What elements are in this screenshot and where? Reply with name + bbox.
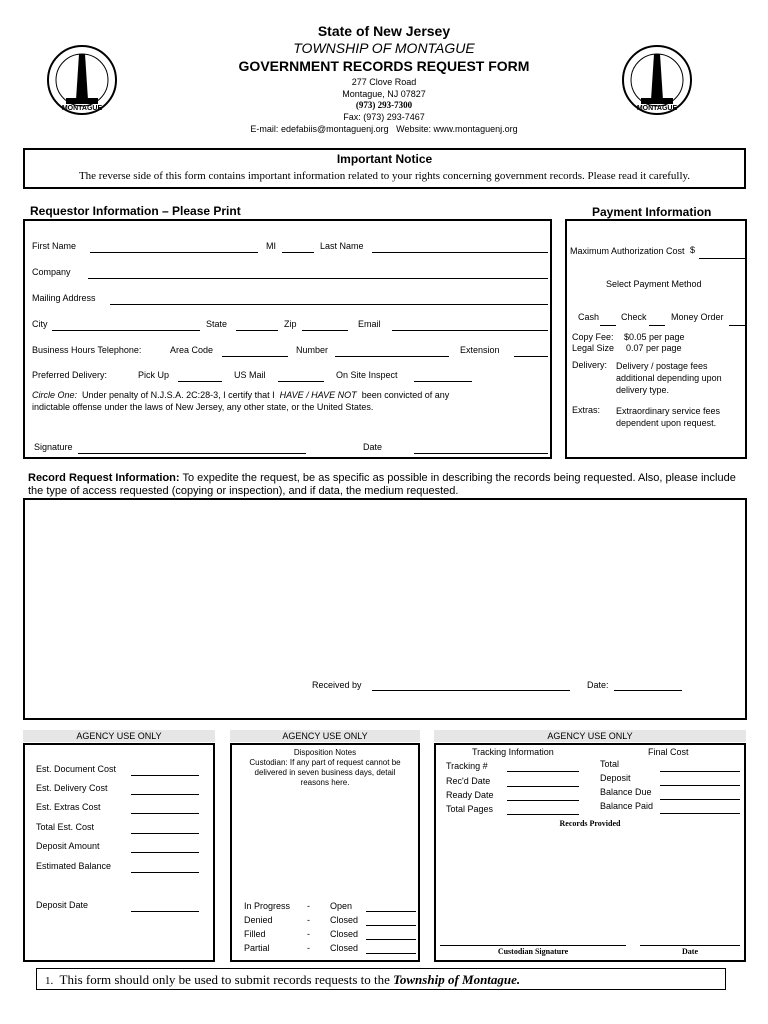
address: 277 Clove Road: [351, 77, 417, 87]
township-title: TOWNSHIP OF MONTAGUE: [293, 40, 475, 56]
form-title: GOVERNMENT RECORDS REQUEST FORM: [238, 58, 530, 74]
number-label: Number: [296, 345, 329, 355]
check-label: Check: [621, 312, 647, 322]
zip-field[interactable]: [302, 330, 348, 331]
max-auth-field[interactable]: [699, 258, 745, 259]
max-auth-label: Maximum Authorization Cost: [570, 246, 685, 256]
agency-banner-2: AGENCY USE ONLY: [230, 730, 420, 742]
status-dash: -: [307, 915, 310, 925]
custodian-date-label: Date: [682, 947, 698, 956]
tracking-label: Ready Date: [446, 790, 494, 800]
state-field[interactable]: [236, 330, 278, 331]
copy-fee-value: $0.05 per page: [624, 332, 685, 342]
pick-up-label: Pick Up: [138, 370, 170, 380]
footer-number: 1.: [45, 975, 54, 987]
preferred-delivery-label: Preferred Delivery:: [32, 370, 108, 380]
footer-emph: Township of Montague.: [393, 972, 521, 987]
cost-label: Est. Extras Cost: [36, 802, 101, 812]
status-field[interactable]: [366, 925, 416, 926]
important-notice-box: [23, 148, 746, 189]
legal-size-value: 0.07 per page: [626, 343, 682, 353]
cost-field[interactable]: [131, 852, 199, 853]
status-dash: -: [307, 943, 310, 953]
tracking-field[interactable]: [507, 814, 579, 815]
delivery-label: Delivery:: [572, 360, 608, 370]
final-cost-field[interactable]: [660, 785, 740, 786]
website-value[interactable]: www.montaguenj.org: [433, 124, 518, 134]
extras-text: Extraordinary service fees dependent upon request.: [616, 406, 721, 428]
township-seal-right: [621, 44, 693, 116]
signature-label: Signature: [34, 442, 73, 452]
company-field[interactable]: [88, 278, 548, 279]
footer-note: [45, 972, 520, 988]
received-by-label: Received by: [312, 680, 362, 690]
zip-label: Zip: [284, 319, 297, 329]
mailing-address-field[interactable]: [110, 304, 548, 305]
final-cost-title: Final Cost: [648, 747, 689, 757]
record-request-label: Record Request Information:: [28, 472, 180, 484]
delivery-text: Delivery / postage fees additional depending upon delivery type.: [616, 361, 722, 395]
received-date-label: Date:: [587, 680, 609, 690]
cost-field[interactable]: [131, 775, 199, 776]
status-left: Partial: [244, 943, 270, 953]
money-order-field[interactable]: [729, 325, 745, 326]
record-request-text: To expedite the request, be as specific as possible in describing the records being requested. Also, please include the type of access requested (copying or inspection), and if data, the medium requested.: [28, 472, 736, 497]
first-name-label: First Name: [32, 241, 77, 251]
seal-text-right: MONTAGUE: [636, 105, 678, 112]
certify-text-b: been convicted of any: [361, 390, 450, 400]
us-mail-label: US Mail: [234, 370, 266, 380]
status-right: Closed: [330, 915, 359, 925]
final-cost-field[interactable]: [660, 771, 740, 772]
email-label: Email: [358, 319, 381, 329]
notice-text: The reverse side of this form contains important information related to your rights concerning government records. Please read it carefully.: [78, 170, 691, 182]
signature-field[interactable]: [78, 453, 306, 454]
us-mail-field[interactable]: [278, 381, 324, 382]
area-code-field[interactable]: [222, 356, 288, 357]
email-field[interactable]: [392, 330, 548, 331]
mi-field[interactable]: [282, 252, 314, 253]
status-field[interactable]: [366, 953, 416, 954]
disposition-title: Disposition Notes: [293, 748, 357, 757]
cost-field[interactable]: [131, 833, 199, 834]
agency-banner-1: AGENCY USE ONLY: [23, 730, 215, 742]
final-cost-label: Deposit: [600, 773, 631, 783]
final-cost-label: Total: [600, 759, 620, 769]
certification-line-1: [32, 390, 449, 400]
cost-field[interactable]: [131, 872, 199, 873]
status-field[interactable]: [366, 939, 416, 940]
cost-label: Deposit Amount: [36, 841, 100, 851]
custodian-date-line[interactable]: [640, 945, 740, 946]
status-dash: -: [307, 901, 310, 911]
website-label: Website:: [396, 124, 432, 134]
cash-label: Cash: [578, 312, 600, 322]
cost-label: Est. Document Cost: [36, 764, 117, 774]
tracking-label: Total Pages: [446, 804, 494, 814]
circle-one-label: Circle One:: [32, 390, 78, 400]
contact-line: [150, 124, 618, 134]
copy-fee-label: Copy Fee:: [572, 332, 614, 342]
cost-field[interactable]: [131, 794, 199, 795]
city-label: City: [32, 319, 48, 329]
last-name-field[interactable]: [372, 252, 548, 253]
have-have-not-choice[interactable]: HAVE / HAVE NOT: [279, 390, 357, 400]
received-by-field[interactable]: [372, 690, 570, 691]
business-phone-label: Business Hours Telephone:: [32, 345, 142, 355]
check-field[interactable]: [649, 325, 665, 326]
cost-label: Total Est. Cost: [36, 822, 95, 832]
extension-label: Extension: [460, 345, 500, 355]
on-site-field[interactable]: [414, 381, 472, 382]
received-date-field[interactable]: [614, 690, 682, 691]
requestor-heading: Requestor Information – Please Print: [30, 204, 241, 218]
agency-banner-3: AGENCY USE ONLY: [434, 730, 746, 742]
final-cost-label: Balance Paid: [600, 801, 654, 811]
certify-text-c: indictable offense under the laws of New Jersey, any other state, or the United States.: [32, 402, 374, 412]
custodian-signature-label: Custodian Signature: [497, 947, 569, 956]
cost-label: Est. Delivery Cost: [36, 783, 108, 793]
email-label: E-mail:: [250, 124, 279, 134]
final-cost-field[interactable]: [660, 813, 740, 814]
status-left: Filled: [244, 929, 266, 939]
status-field[interactable]: [366, 911, 416, 912]
footer-note-box: [36, 968, 726, 990]
status-left: In Progress: [244, 901, 291, 911]
tracking-field[interactable]: [507, 771, 579, 772]
status-right: Open: [330, 901, 353, 911]
seal-text-left: MONTAGUE: [61, 105, 103, 112]
township-seal-left: [46, 44, 118, 116]
status-right: Closed: [330, 929, 359, 939]
certify-text-a: Under penalty of N.J.S.A. 2C:28-3, I certify that I: [82, 390, 275, 400]
status-dash: -: [307, 929, 310, 939]
date-field[interactable]: [414, 453, 548, 454]
requestor-box: [23, 219, 552, 459]
on-site-label: On Site Inspect: [336, 370, 398, 380]
deposit-date-field[interactable]: [131, 911, 199, 912]
status-left: Denied: [244, 915, 273, 925]
tracking-label: Tracking #: [446, 761, 488, 771]
record-request-box[interactable]: [23, 498, 747, 720]
fax: Fax: (973) 293-7467: [343, 112, 425, 122]
pick-up-field[interactable]: [178, 381, 222, 382]
mi-label: MI: [266, 241, 276, 251]
city-field[interactable]: [52, 330, 200, 331]
select-method-label: Select Payment Method: [606, 279, 702, 289]
state-title: State of New Jersey: [317, 23, 451, 39]
phone: (973) 293-7300: [355, 100, 413, 110]
extension-field[interactable]: [514, 356, 548, 357]
cost-label: Estimated Balance: [36, 861, 112, 871]
date-label: Date: [363, 442, 383, 452]
custodian-signature-line[interactable]: [440, 945, 626, 946]
email-value[interactable]: edefabiis@montaguenj.org: [280, 124, 389, 134]
tracking-field[interactable]: [507, 786, 579, 787]
tracking-label: Rec'd Date: [446, 776, 491, 786]
disposition-text: Custodian: If any part of request cannot be delivered in seven business days, detail reasons here.: [249, 758, 401, 787]
company-label: Company: [32, 267, 71, 277]
city-zip: Montague, NJ 07827: [342, 89, 426, 99]
legal-size-label: Legal Size: [572, 343, 615, 353]
status-right: Closed: [330, 943, 359, 953]
state-label: State: [206, 319, 228, 329]
records-provided-title: Records Provided: [559, 819, 621, 828]
extras-label: Extras:: [572, 405, 601, 415]
mailing-address-label: Mailing Address: [32, 293, 96, 303]
deposit-date-label: Deposit Date: [36, 900, 89, 910]
notice-title: Important Notice: [336, 152, 433, 166]
record-request-instructions: [28, 472, 740, 498]
area-code-label: Area Code: [170, 345, 214, 355]
final-cost-field[interactable]: [660, 799, 740, 800]
first-name-field[interactable]: [90, 252, 258, 253]
dollar-sign: $: [690, 245, 696, 255]
number-field[interactable]: [335, 356, 449, 357]
cash-field[interactable]: [600, 325, 616, 326]
final-cost-label: Balance Due: [600, 787, 652, 797]
cost-field[interactable]: [131, 813, 199, 814]
footer-text: This form should only be used to submit records requests to the: [59, 972, 390, 987]
payment-heading: Payment Information: [592, 205, 712, 219]
tracking-field[interactable]: [507, 800, 579, 801]
tracking-info-title: Tracking Information: [472, 747, 554, 757]
money-order-label: Money Order: [671, 312, 724, 322]
last-name-label: Last Name: [320, 241, 364, 251]
